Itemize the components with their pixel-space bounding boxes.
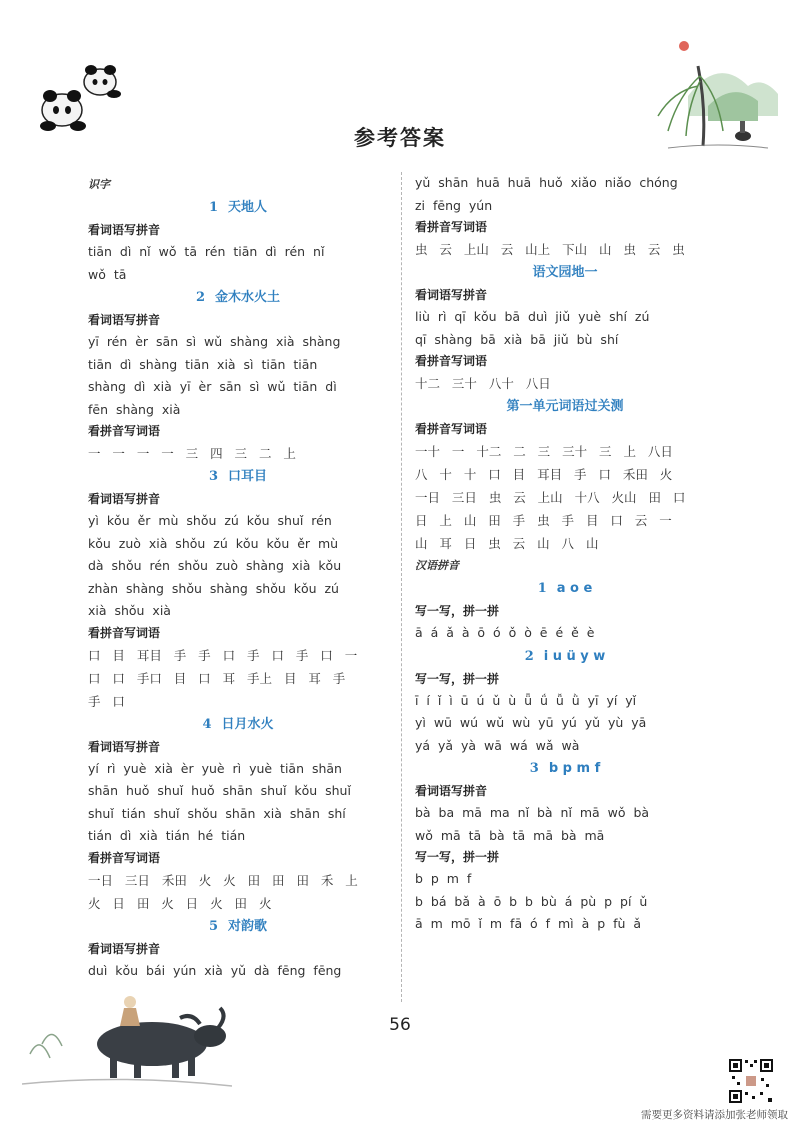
section-title: a o e (556, 581, 593, 596)
answer-line: shuǐ tián shuǐ shǒu shān xià shān shí (88, 805, 346, 821)
block-label: 看词语写拼音 (415, 288, 488, 302)
answer-line: yǔ shān huā huā huǒ xiǎo niǎo chóng (415, 175, 678, 190)
answer-line: wǒ mā tā bà tā mā bà mā (415, 827, 605, 843)
block-label: 看词语写拼音 (88, 313, 161, 327)
section-title: 对韵歌 (228, 918, 268, 934)
page-number: 56 (389, 1015, 411, 1035)
answer-line: tián dì xià tián hé tián (88, 828, 246, 843)
answer-line: 口 口 手口 目 口 耳 手上 目 耳 手 (88, 670, 346, 686)
block-label: 看拼音写词语 (88, 625, 161, 640)
answer-line: qī shàng bā xià bā jiǔ bù shí (415, 331, 619, 347)
block-label: 写一写，拼一拼 (415, 604, 500, 618)
answer-line: liù rì qī kǒu bā duì jiǔ yuè shí zú (415, 309, 650, 324)
section-number: 3 (208, 469, 219, 484)
section-heading (88, 196, 388, 220)
answer-line: ī í ǐ ì ū ú ǔ ù ǖ ǘ ǚ ǜ yī yí yǐ (415, 692, 637, 708)
right-column (415, 172, 715, 936)
section-title: 日月水火 (221, 716, 274, 732)
section-title: 金木水火土 (215, 290, 281, 305)
qr-code[interactable] (728, 1058, 774, 1104)
answer-line: yì wū wú wǔ wù yū yú yǔ yù yā (415, 715, 647, 730)
answer-line: 虫 云 上山 云 山上 下山 山 虫 云 虫 (415, 242, 685, 257)
block-label: 看拼音写词语 (415, 220, 488, 234)
section-number: 5 (208, 918, 219, 934)
section-heading (415, 395, 715, 419)
block-label: 看拼音写词语 (88, 424, 161, 438)
answer-line: kǒu zuò xià shǒu zú kǒu kǒu ěr mù (88, 535, 339, 551)
answer-line: 十二 三十 八十 八日 (415, 376, 551, 391)
block-label: 看词语写拼音 (88, 492, 161, 506)
answer-line: 一十 一 十二 二 三 三十 三 上 八日 (415, 444, 673, 459)
section-heading (88, 915, 388, 939)
section-title: 语文园地一 (532, 265, 598, 280)
answer-line: tiān dì shàng tiān xià sì tiān tiān (88, 356, 318, 372)
answer-line: 八 十 十 口 目 耳目 手 口 禾田 火 (415, 467, 673, 482)
block-label: 看词语写拼音 (415, 784, 488, 798)
answer-line: duì kǒu bái yún xià yǔ dà fēng fēng (88, 962, 342, 978)
block-label: 写一写，拼一拼 (415, 850, 500, 864)
answer-line: 一日 三日 禾田 火 火 田 田 田 禾 上 (88, 872, 358, 888)
section-title: 口耳目 (228, 469, 268, 484)
category-heading: 汉语拼音 (415, 559, 459, 572)
answer-line: yì kǒu ěr mù shǒu zú kǒu shuǐ rén (88, 513, 332, 528)
buffalo-rider-illustration (22, 984, 232, 1094)
block-label: 看拼音写词语 (415, 422, 488, 436)
answer-line: 日 上 山 田 手 虫 手 目 口 云 一 (415, 513, 672, 528)
answer-line: xià shǒu xià (88, 603, 171, 618)
section-number: 3 (529, 761, 539, 776)
answer-line: 火 日 田 火 日 火 田 火 (88, 895, 272, 911)
answer-line: 一日 三日 虫 云 上山 十八 火山 田 口 (415, 490, 686, 505)
answer-line: shàng dì xià yī èr sān sì wǔ tiān dì (88, 379, 337, 394)
block-label: 看词语写拼音 (88, 223, 161, 237)
category-heading: 识字 (88, 178, 110, 191)
section-title: 第一单元词语过关测 (506, 399, 624, 414)
answer-line: yí rì yuè xià èr yuè rì yuè tiān shān (88, 760, 342, 776)
footer-note: 需要更多资料请添加张老师领取 (641, 1109, 788, 1121)
section-number: 2 (524, 648, 534, 664)
block-label: 看词语写拼音 (88, 739, 161, 754)
block-label: 看词语写拼音 (88, 941, 161, 956)
section-heading (88, 286, 388, 310)
section-number: 4 (202, 716, 212, 732)
answer-line: 手 口 (88, 693, 125, 709)
answer-line: ā á ǎ à ō ó ǒ ò ē é ě è (415, 625, 595, 640)
answer-line: dà shǒu rén shǒu zuò shàng xià kǒu (88, 558, 342, 573)
section-heading (415, 261, 715, 285)
section-heading (415, 577, 715, 601)
section-title: 天地人 (228, 200, 268, 215)
block-label: 看拼音写词语 (88, 850, 161, 865)
section-number: 2 (195, 290, 206, 305)
answer-line: b bá bǎ à ō b b bù á pù p pí ǔ (415, 893, 648, 909)
answer-line: wǒ tā (88, 266, 127, 282)
section-number: 1 (537, 581, 547, 596)
section-number: 1 (208, 200, 219, 215)
block-label: 写一写，拼一拼 (415, 671, 500, 686)
answer-line: 山 耳 日 虫 云 山 八 山 (415, 536, 599, 551)
answer-line: zi fēng yún (415, 197, 493, 213)
answer-line: b p m f (415, 871, 472, 886)
column-divider (401, 172, 402, 1002)
answer-line: yī rén èr sān sì wǔ shàng xià shàng (88, 334, 341, 349)
page-title: 参考答案 (354, 126, 446, 150)
section-heading (415, 757, 715, 781)
answer-line: 口 目 耳目 手 手 口 手 口 手 口 一 (88, 647, 358, 663)
section-title: b p m f (548, 761, 601, 776)
answer-line: yá yǎ yà wā wá wǎ wà (415, 737, 580, 753)
answer-line: shān huǒ shuǐ huǒ shān shuǐ kǒu shuǐ (88, 783, 351, 798)
answer-line: 一 一 一 一 三 四 三 二 上 (88, 446, 296, 461)
answer-line: ā m mō ǐ m fā ó f mì à p fù ǎ (415, 916, 642, 931)
section-title: i u ü y w (543, 648, 606, 664)
section-heading (88, 713, 388, 737)
section-heading (88, 465, 388, 489)
block-label: 看拼音写词语 (415, 354, 488, 368)
answer-line: bà ba mā ma nǐ bà nǐ mā wǒ bà (415, 805, 650, 820)
left-column (88, 174, 388, 982)
answer-line: fēn shàng xià (88, 401, 181, 417)
section-heading (415, 645, 715, 669)
answer-line: zhàn shàng shǒu shàng shǒu kǒu zú (88, 580, 339, 596)
answer-line: tiān dì nǐ wǒ tā rén tiān dì rén nǐ (88, 244, 325, 259)
